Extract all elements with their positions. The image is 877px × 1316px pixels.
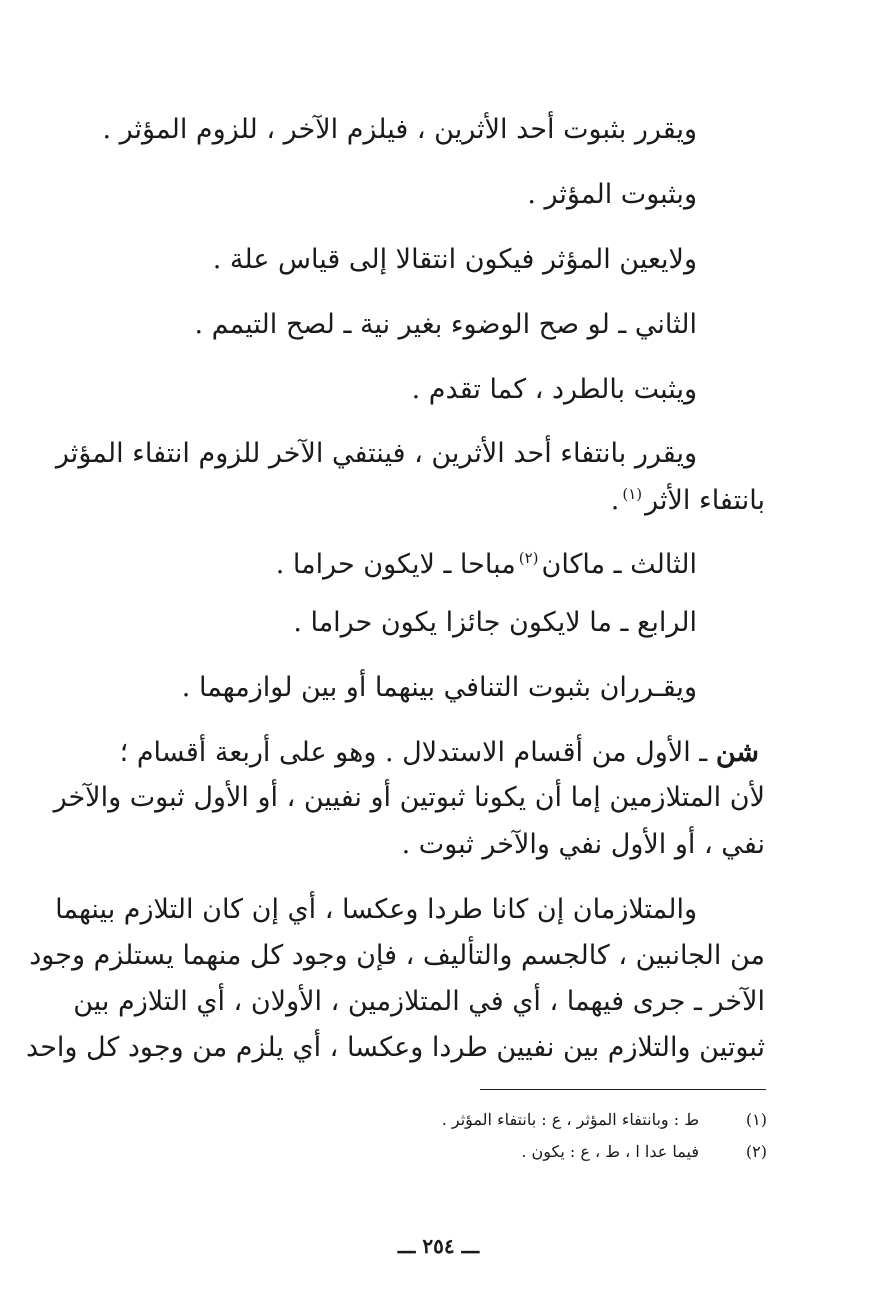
text-line-15: من الجانبين ، كالجسم والتأليف ، فإن وجود كل منهما يستلزم وجود xyxy=(29,940,765,971)
page-number: ـــ ٢٥٤ ـــ xyxy=(397,1234,480,1258)
text-line-8 xyxy=(276,540,697,583)
footnote-number: (١) xyxy=(745,1110,767,1129)
text-line-14: والمتلازمان إن كانا طردا وعكسا ، أي إن كان التلازم بينهما xyxy=(55,894,697,925)
footnote-text: ط : وبانتفاء المؤثر ، ع : بانتفاء المؤثر . xyxy=(441,1110,699,1129)
footnote-text: فيما عدا ا ، ط ، ع : يكون . xyxy=(521,1142,699,1161)
text-segment: . xyxy=(610,485,620,516)
text-line-4: الثاني ـ لو صح الوضوء بغير نية ـ لصح التيمم . xyxy=(194,309,697,340)
text-line-9: الرابع ـ ما لايكون جائزا يكون حراما . xyxy=(293,607,697,638)
text-line-1: ويقرر بثبوت أحد الأثرين ، فيلزم الآخر ، للزوم المؤثر . xyxy=(102,114,697,145)
text-line-2: وبثبوت المؤثر . xyxy=(527,179,697,210)
text-line-17: ثبوتين والتلازم بين نفيين طردا وعكسا ، أي يلزم من وجود كل واحد xyxy=(26,1032,765,1063)
footnote-ref-2: (٢) xyxy=(518,549,539,567)
text-segment: بانتفاء الأثر xyxy=(645,485,765,516)
text-segment: ـ الأول من أقسام الاستدلال . وهو على أربعة أقسام ؛ xyxy=(119,737,708,768)
text-line-5: ويثبت بالطرد ، كما تقدم . xyxy=(411,374,697,405)
text-line-6: ويقرر بانتفاء أحد الأثرين ، فينتفي الآخر للزوم انتفاء المؤثر xyxy=(55,438,697,469)
text-line-3: ولايعين المؤثر فيكون انتقالا إلى قياس علة . xyxy=(212,244,697,275)
text-line-12: لأن المتلازمين إما أن يكونا ثبوتين أو نفيين ، أو الأول ثبوت والآخر xyxy=(53,782,765,813)
text-segment: الثالث ـ ماكان xyxy=(541,549,697,580)
text-line-10: ويقـرران بثبوت التنافي بينهما أو بين لوازمهما . xyxy=(181,672,697,703)
text-line-7 xyxy=(611,476,765,519)
footnote-separator xyxy=(480,1089,766,1090)
commentary-mark: شن xyxy=(715,737,759,768)
text-segment: مباحا ـ لايكون حراما . xyxy=(275,549,516,580)
footnote-ref-1: (١) xyxy=(622,485,643,503)
text-line-13: نفي ، أو الأول نفي والآخر ثبوت . xyxy=(401,829,765,860)
text-line-11 xyxy=(120,735,759,771)
footnote-number: (٢) xyxy=(745,1142,767,1161)
text-line-16: الآخر ـ جرى فيهما ، أي في المتلازمين ، الأولان ، أي التلازم بين xyxy=(73,986,765,1017)
